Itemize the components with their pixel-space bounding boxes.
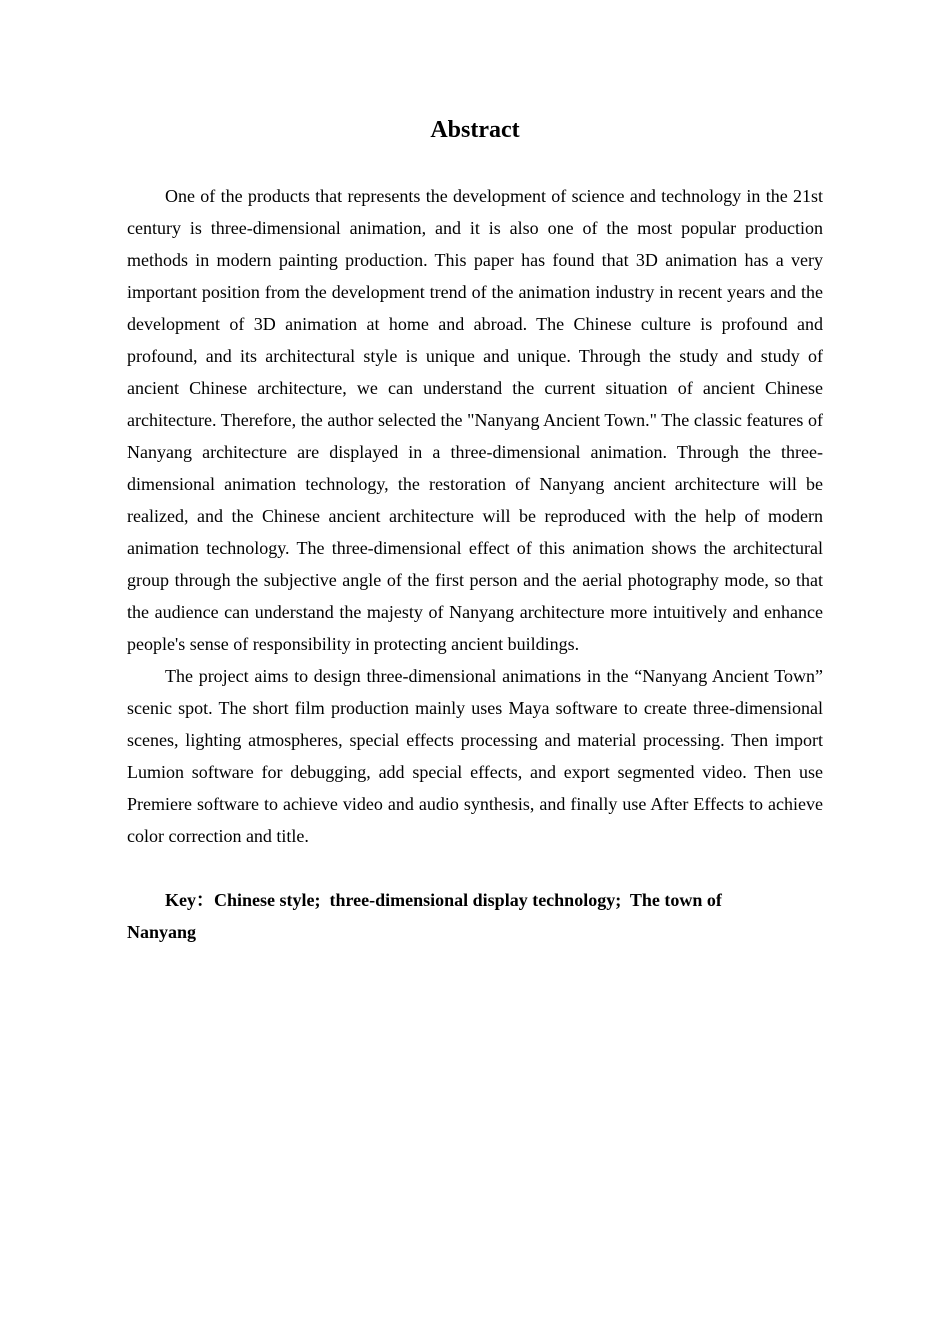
abstract-body bbox=[127, 180, 823, 948]
keywords-label: Key： bbox=[165, 890, 214, 910]
keywords-line bbox=[127, 884, 767, 948]
keyword-term: The town of Nanyang bbox=[127, 890, 722, 942]
abstract-title: Abstract bbox=[430, 117, 520, 143]
keyword-term: Chinese style; bbox=[214, 890, 330, 910]
abstract-paragraph-2: The project aims to design three-dimensional animations in the “Nanyang Ancient Town” scenic spot. The short film production mainly uses Maya software to create three-dimensional scenes, lighting atmospheres, special effects processing and material processing. Then import Lumion software for debugging, add special effects, and export segmented video. Then use Premiere software to achieve video and audio synthesis, and finally use After Effects to achieve color correction and title. bbox=[127, 666, 823, 846]
keyword-term: three-dimensional display technology; bbox=[329, 890, 630, 910]
abstract-paragraph-1: One of the products that represents the development of science and technology in the 21st century is three-dimensional animation, and it is also one of the most popular production methods in modern painting production. This paper has found that 3D animation has a very important position from the development trend of the animation industry in recent years and the development of 3D animation at home and abroad. The Chinese culture is profound and profound, and its architectural style is unique and unique. Through the study and study of ancient Chinese architecture, we can understand the current situation of ancient Chinese architecture. Therefore, the author selected the "Nanyang Ancient Town." The classic features of Nanyang architecture are displayed in a three-dimensional animation. Through the three-dimensional animation technology, the restoration of Nanyang ancient architecture will be realized, and the Chinese ancient architecture will be reproduced with the help of modern animation technology. The three-dimensional effect of this animation shows the architectural group through the subjective angle of the first person and the aerial photography mode, so that the audience can understand the majesty of Nanyang architecture more intuitively and enhance people's sense of responsibility in protecting ancient buildings. bbox=[127, 186, 823, 654]
